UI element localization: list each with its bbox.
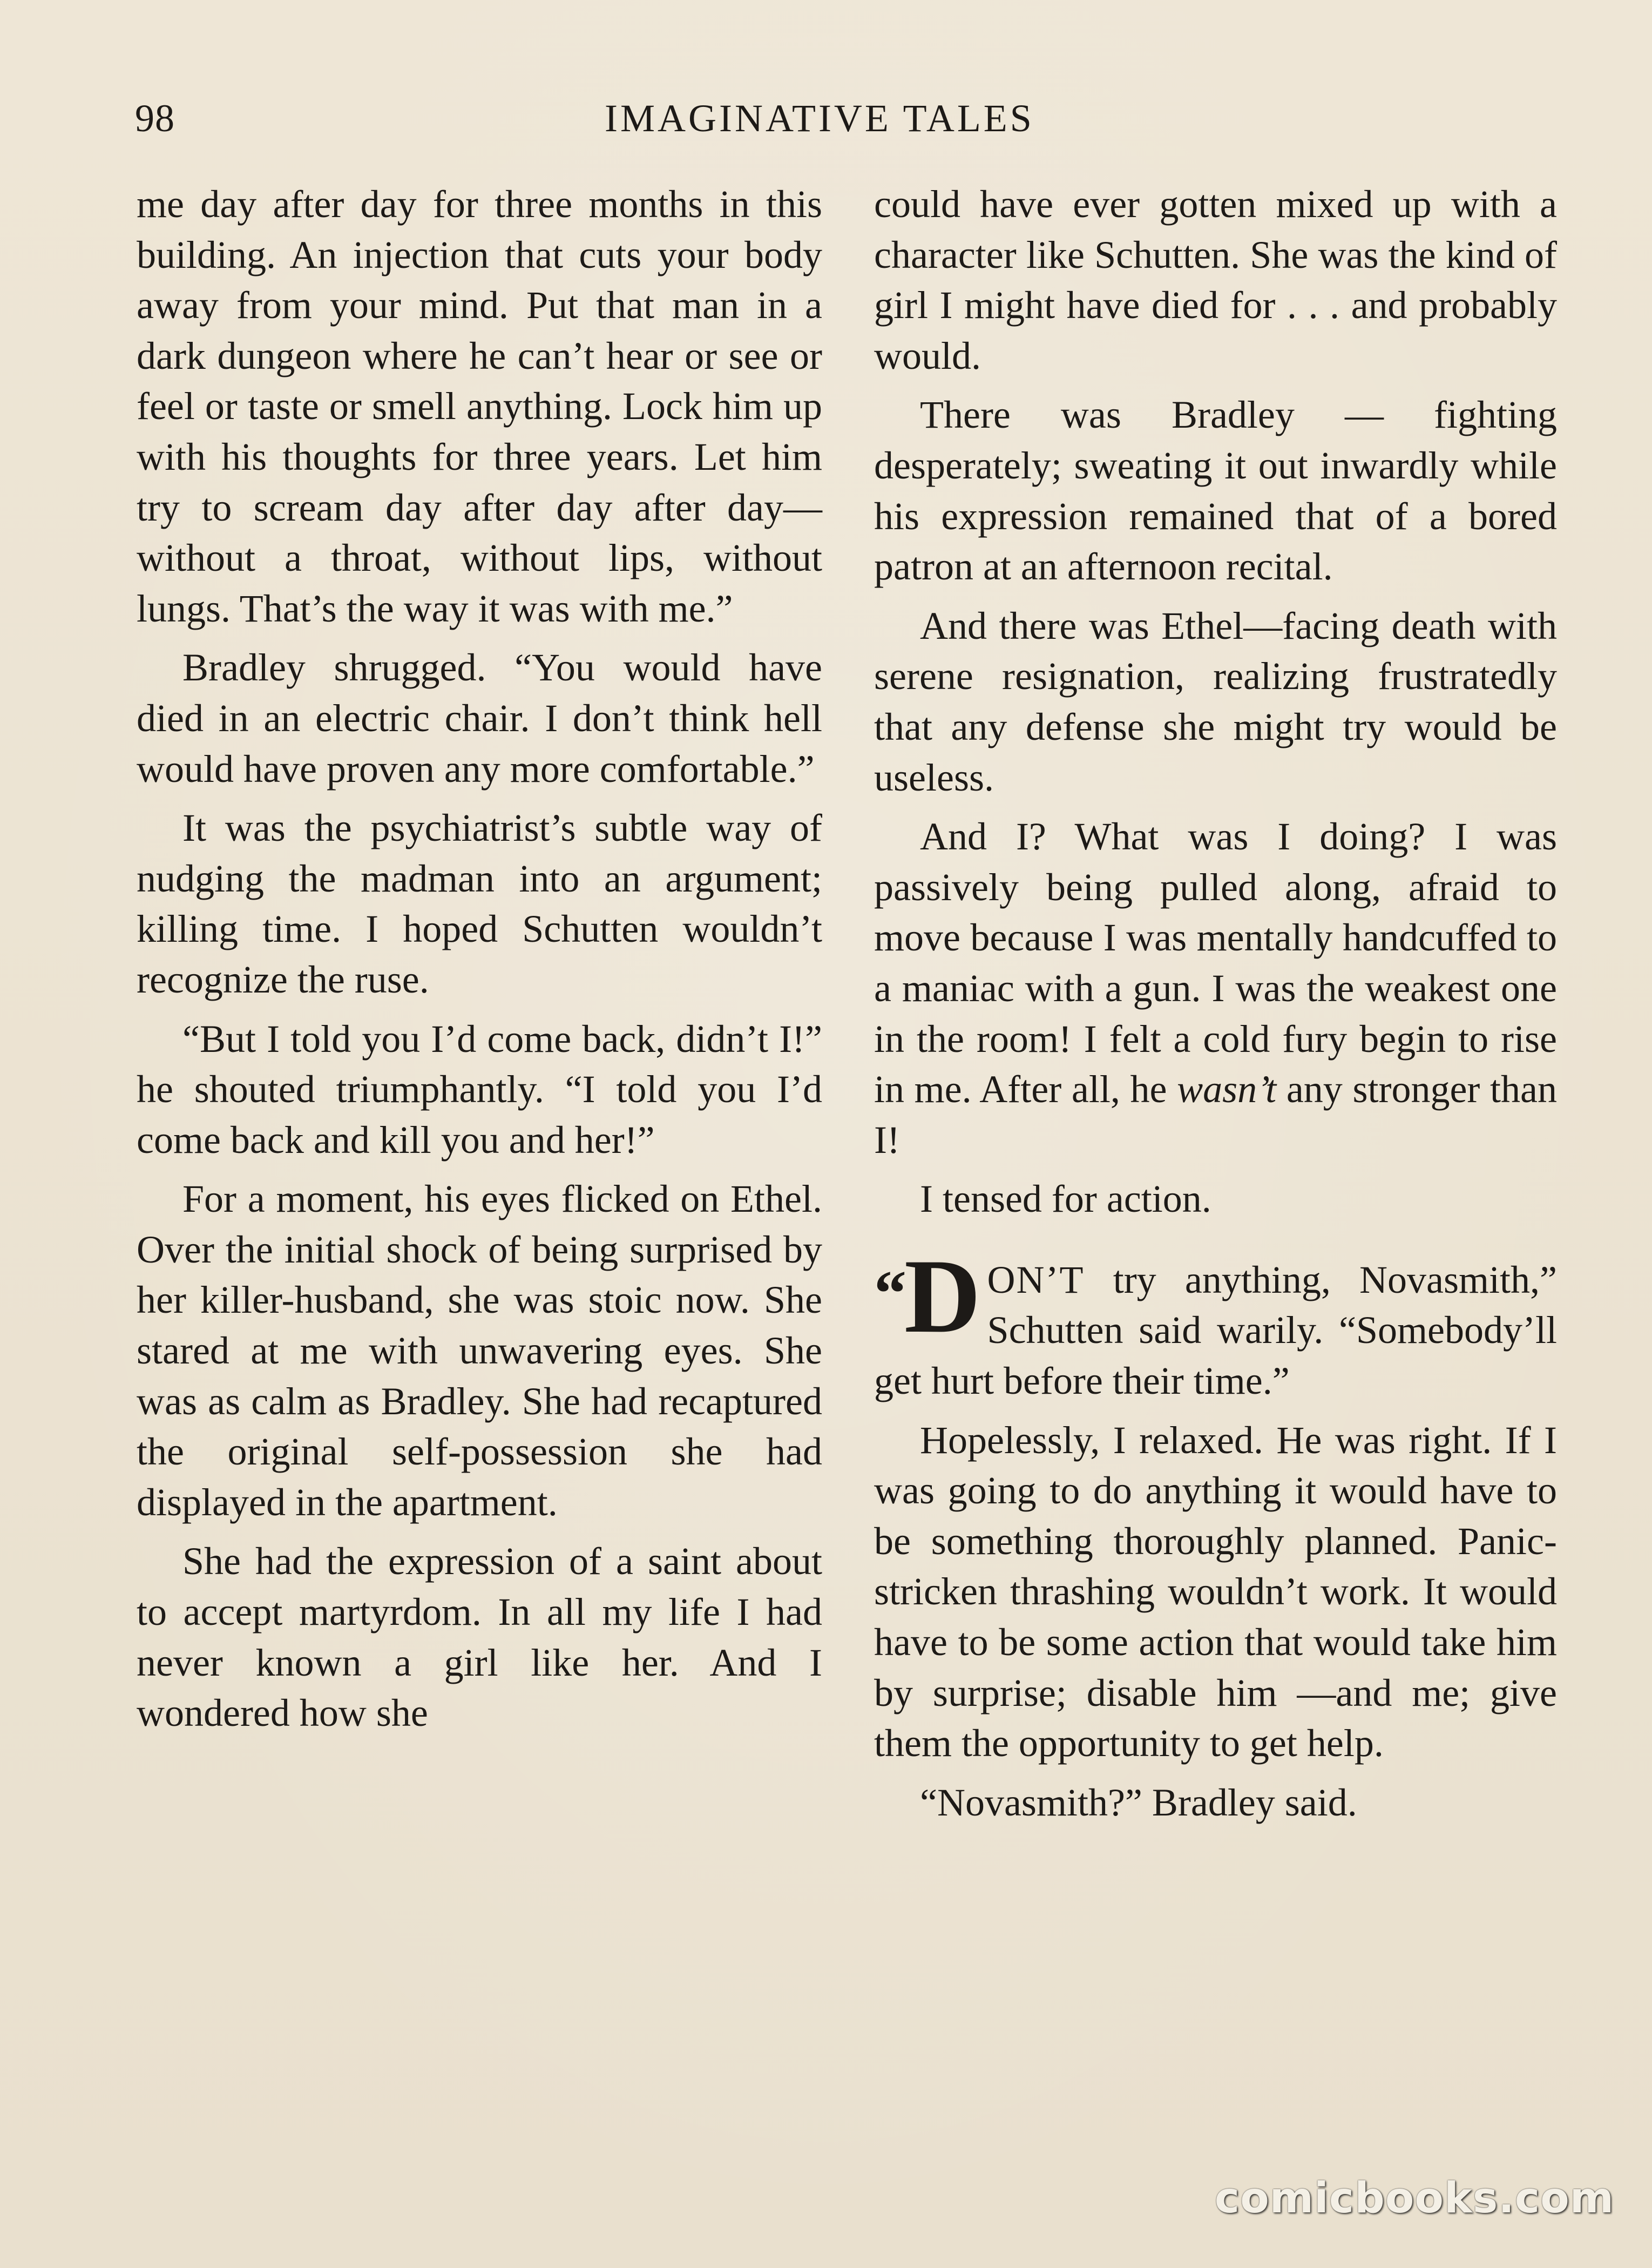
right-paragraph-8: “Novasmith?” Bradley said. — [920, 1780, 1357, 1824]
right-paragraph-4 — [874, 812, 1557, 1165]
left-paragraph-4: “But I told you I’d come back, didn’t I!” he shouted triumphantly. “I told you I’d come back and kill you and her!” — [137, 1017, 822, 1162]
left-paragraph-1: me day after day for three months in this building. An injection that cuts your body away from your mind. Put that man in a dark dungeon where he can’t hear or see or feel or taste or smell anything. Lock him up with his thoughts for three years. Let him try to scream day after day after day—without a throat, without lips, without lungs. That’s the way it was with me.” — [137, 183, 822, 630]
left-paragraph-3: It was the psychiatrist’s subtle way of nudging the madman into an argument; killing time. I hoped Schutten wouldn’t recognize the ruse. — [137, 806, 822, 1001]
drop-cap-letter: D — [904, 1237, 981, 1355]
drop-cap — [874, 1237, 981, 1355]
right-paragraph-2: There was Bradley — fighting desperately; sweating it out inwardly while his expression remained that of a bored patron at an afternoon recital. — [874, 393, 1557, 589]
emphasis-word: wasn’t — [1177, 1068, 1277, 1111]
right-paragraph-1: could have ever gotten mixed up with a character like Schutten. She was the kind of girl I might have died for . . . and probably would. — [874, 183, 1557, 377]
running-title: IMAGINATIVE TALES — [605, 97, 1034, 140]
site-watermark: comicbooks.com — [1214, 2174, 1614, 2223]
right-paragraph-3: And there was Ethel—facing death with serene resignation, realizing frustratedly that any defense she might try would be useless. — [874, 604, 1557, 799]
left-paragraph-2: Bradley shrugged. “You would have died in an electric chair. I don’t think hell would have proven any more comfortable.” — [137, 646, 822, 791]
drop-cap-quote: “ — [874, 1257, 906, 1329]
left-paragraph-5: For a moment, his eyes flicked on Ethel. Over the initial shock of being surprised by her killer-husband, she was stoic now. She stared at me with unwavering eyes. She was as calm as Bradley. She had recaptured the original self-possession she had displayed in the apartment. — [137, 1177, 822, 1524]
right-paragraph-4-tail: any stronger than I! — [874, 1068, 1557, 1162]
right-paragraph-7: Hopelessly, I relaxed. He was right. If I was going to do anything it would have to be something thoroughly planned. Panic-stricken thrashing wouldn’t work. It would have to be some action that would take him by surprise; disable him —and me; give them the opportunity to get help. — [874, 1418, 1557, 1765]
right-paragraph-5: I tensed for action. — [920, 1177, 1211, 1221]
section-opening-paragraph — [874, 1237, 1557, 1407]
right-column — [874, 179, 1557, 1837]
left-column — [137, 179, 822, 1747]
right-paragraph-4-text: And I? What was I doing? I was passively being pulled along, afraid to move because I was mentally handcuffed to a maniac with a gun. I was the weakest one in the room! I felt a cold fury begin to rise in me. After all, he — [874, 815, 1557, 1111]
left-paragraph-6: She had the expression of a saint about to accept martyrdom. In all my life I had never known a girl like her. And I wondered how she — [137, 1540, 822, 1735]
page-header — [135, 96, 1560, 150]
smallcaps-lead: ON’T — [987, 1258, 1085, 1301]
page-number: 98 — [135, 97, 175, 140]
section-opening-text: try anything, Novasmith,” Schutten said warily. “Somebody’ll get hurt before their time.” — [874, 1258, 1557, 1403]
